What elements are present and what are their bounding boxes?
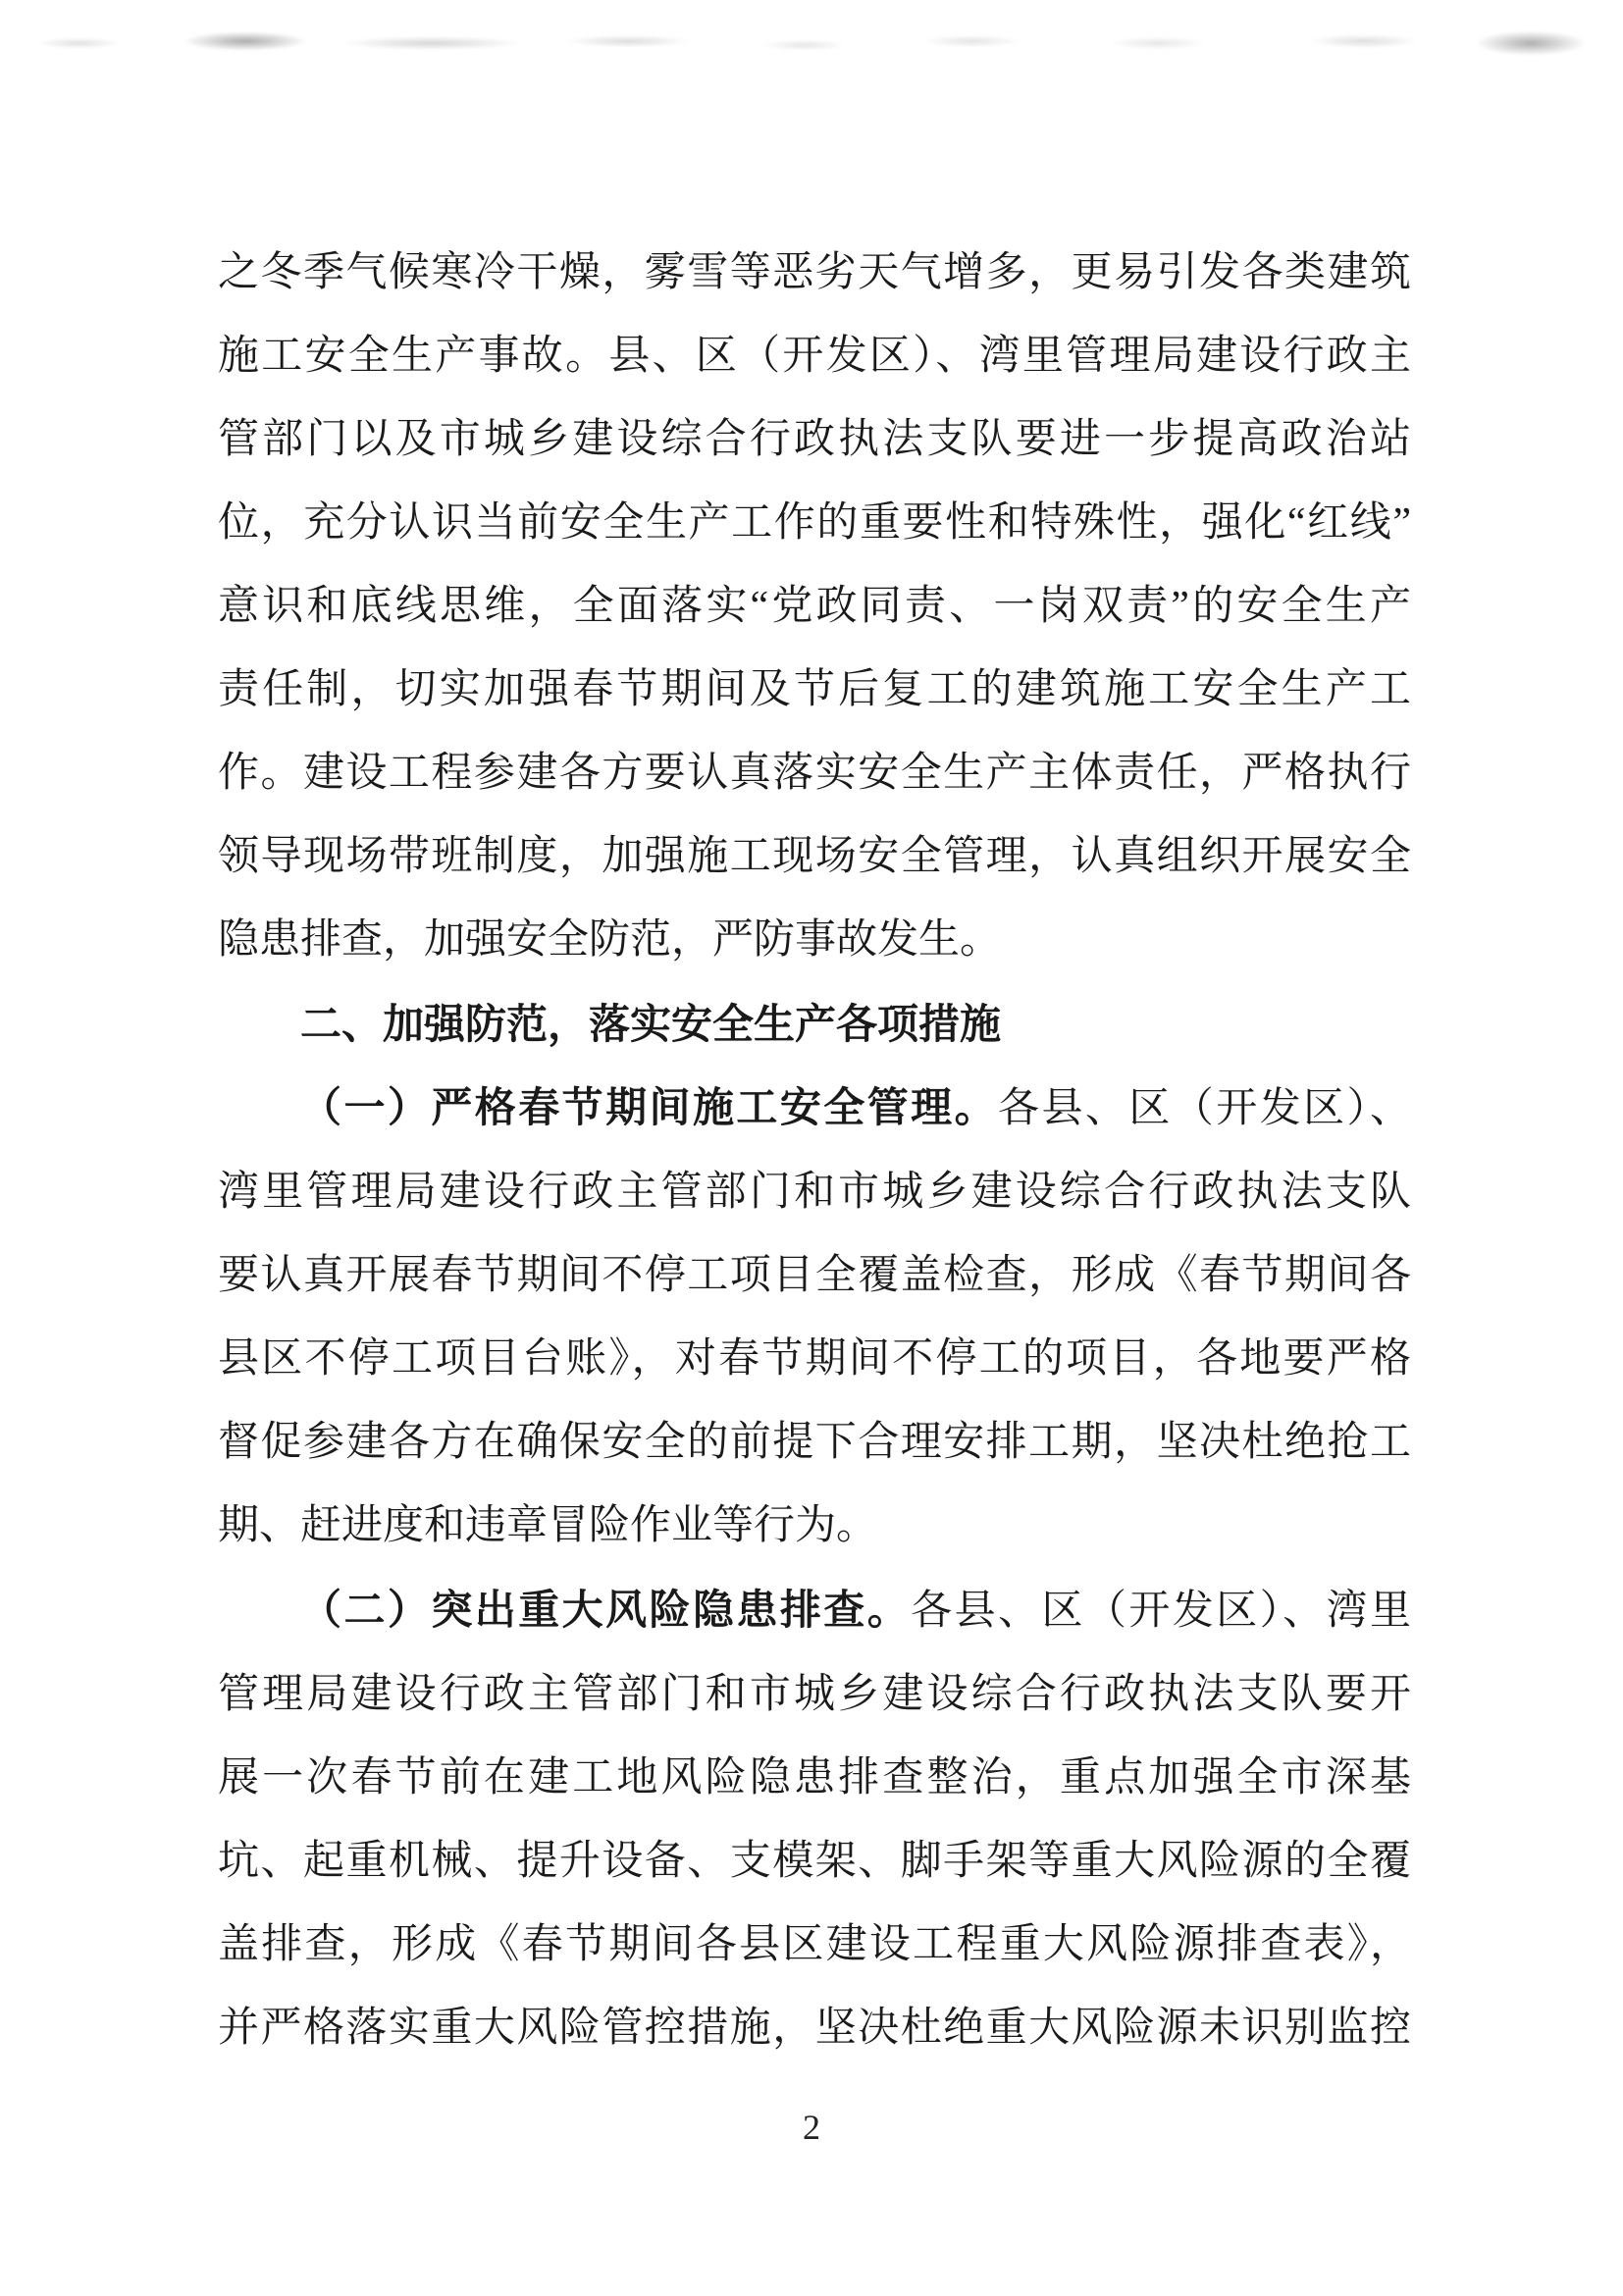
clause-lead: （二）突出重大风险隐患排查。 <box>300 1587 912 1633</box>
text-line <box>218 815 1411 899</box>
line-text: 盖排查，形成《春节期间各县区建设工程重大风险源排查表》， <box>218 1922 1411 1967</box>
line-text: 督促参建各方在确保安全的前提下合理安排工期，坚决杜绝抢工 <box>218 1420 1411 1465</box>
text-line <box>218 1066 1411 1151</box>
line-text: 施工安全生产事故。县、区（开发区）、湾里管理局建设行政主 <box>218 334 1411 379</box>
line-text: 责任制，切实加强春节期间及节后复工的建筑施工安全生产工 <box>218 667 1411 712</box>
page-number: 2 <box>803 2108 820 2147</box>
text-line <box>218 1737 1411 1820</box>
line-text: 坑、起重机械、提升设备、支模架、脚手架等重大风险源的全覆 <box>218 1839 1411 1884</box>
line-text: 展一次春节前在建工地风险隐患排查整治，重点加强全市深基 <box>218 1755 1411 1800</box>
text-line <box>218 482 1411 565</box>
text-line <box>218 1904 1411 1987</box>
line-text: 二、加强防范，落实安全生产各项措施 <box>300 1001 1002 1047</box>
line-text: 各县、区（开发区）、湾里 <box>911 1589 1411 1634</box>
text-line <box>218 315 1411 398</box>
line-text: 要认真开展春节期间不停工项目全覆盖检查，形成《春节期间各 <box>218 1253 1411 1298</box>
text-line <box>218 732 1411 815</box>
text-line <box>218 565 1411 649</box>
text-line <box>218 1318 1411 1401</box>
text-line <box>218 1987 1411 2070</box>
text-line <box>218 1485 1411 1568</box>
line-text: 管理局建设行政主管部门和市城乡建设综合行政执法支队要开 <box>218 1672 1411 1717</box>
section-heading <box>218 982 1411 1066</box>
line-text: 意识和底线思维，全面落实“党政同责、一岗双责”的安全生产 <box>218 584 1411 629</box>
line-text: 位，充分认识当前安全生产工作的重要性和特殊性，强化“红线” <box>218 500 1411 546</box>
line-text: 县区不停工项目台账》，对春节期间不停工的项目，各地要严格 <box>218 1336 1411 1382</box>
text-line <box>218 398 1411 482</box>
line-text: 作。建设工程参建各方要认真落实安全生产主体责任，严格执行 <box>218 751 1411 796</box>
line-text: 管部门以及市城乡建设综合行政执法支队要进一步提高政治站 <box>218 417 1411 462</box>
line-text: 领导现场带班制度，加强施工现场安全管理，认真组织开展安全 <box>218 834 1411 879</box>
text-line <box>218 232 1411 315</box>
clause-lead: （一）严格春节期间施工安全管理。 <box>300 1084 999 1130</box>
line-text: 湾里管理局建设行政主管部门和市城乡建设综合行政执法支队 <box>218 1170 1411 1215</box>
line-text: 隐患排查，加强安全防范，严防事故发生。 <box>218 917 1002 963</box>
scan-artifact-top <box>0 18 1623 63</box>
text-line <box>218 1401 1411 1485</box>
text-line <box>218 1151 1411 1234</box>
line-text: 各县、区（开发区）、 <box>998 1086 1411 1131</box>
document-body <box>218 232 1411 2070</box>
text-line <box>218 1653 1411 1737</box>
line-text: 之冬季气候寒冷干燥，雾雪等恶劣天气增多，更易引发各类建筑 <box>218 250 1411 295</box>
text-line <box>218 899 1411 982</box>
line-text: 并严格落实重大风险管控措施，坚决杜绝重大风险源未识别监控 <box>218 2006 1411 2051</box>
text-line <box>218 1234 1411 1318</box>
line-text: 期、赶进度和违章冒险作业等行为。 <box>218 1503 878 1548</box>
text-line <box>218 1820 1411 1904</box>
text-line <box>218 649 1411 732</box>
text-line <box>218 1568 1411 1653</box>
